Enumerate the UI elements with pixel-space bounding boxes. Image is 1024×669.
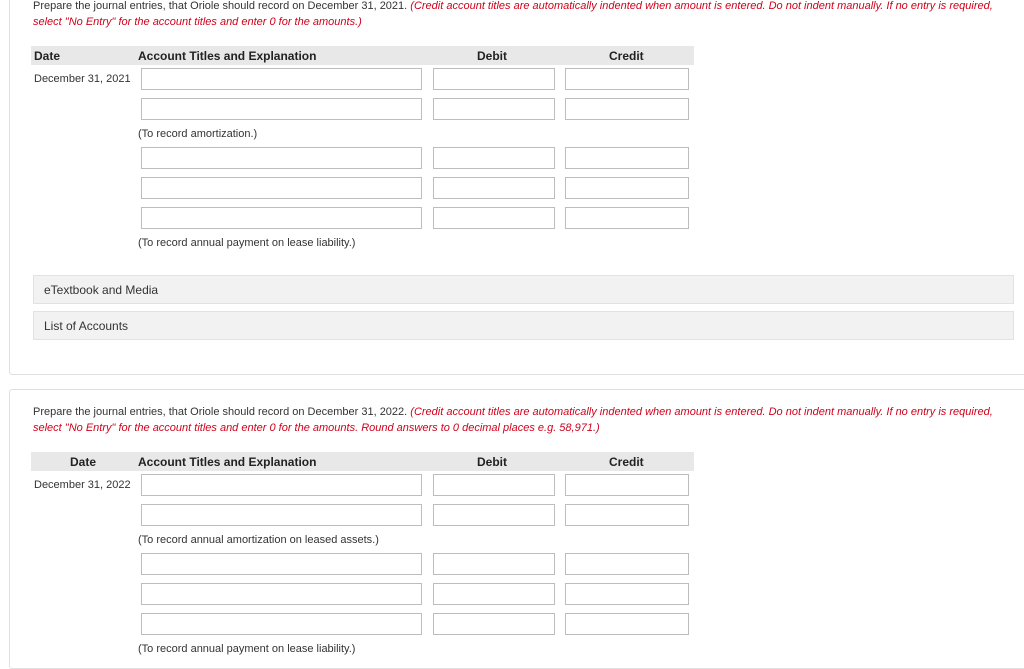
debit-input[interactable] [433,504,555,526]
section1-instruction-text: Prepare the journal entries, that Oriole should record on December 31, 2021. [33,0,408,12]
debit-input[interactable] [433,583,555,605]
credit-input[interactable] [565,583,689,605]
section2-memo-amortization: (To record annual amortization on leased assets.) [138,534,379,546]
section2-memo-payment: (To record annual payment on lease liability.) [138,643,356,655]
debit-input[interactable] [433,613,555,635]
credit-input[interactable] [565,504,689,526]
debit-input[interactable] [433,207,555,229]
section1-memo-amortization: (To record amortization.) [138,128,258,140]
debit-column-header: Debit [477,49,507,63]
credit-input[interactable] [565,68,689,90]
debit-input[interactable] [433,68,555,90]
account-title-input[interactable] [141,177,422,199]
credit-column-header: Credit [609,455,644,469]
section2-instruction-text: Prepare the journal entries, that Oriole should record on December 31, 2022. [33,406,408,418]
list-of-accounts-label: List of Accounts [44,319,129,333]
section2-date: December 31, 2022 [34,479,131,491]
debit-input[interactable] [433,177,555,199]
credit-input[interactable] [565,553,689,575]
account-title-input[interactable] [141,147,422,169]
account-title-input[interactable] [141,207,422,229]
credit-input[interactable] [565,207,689,229]
section1-date: December 31, 2021 [34,73,131,85]
debit-input[interactable] [433,98,555,120]
debit-input[interactable] [433,147,555,169]
list-of-accounts-panel[interactable] [33,311,1014,340]
section2-instruction-note: (Credit account titles are automatically indented when amount is entered. Do not indent manually. If no entry is required, select "No Entry" for the account titles and enter 0 for the amounts. Round answers to 0 decimal places e.g. 58,971.) [33,406,993,434]
section2-table-header [31,452,694,471]
credit-column-header: Credit [609,49,644,63]
etextbook-media-panel[interactable] [33,275,1014,304]
account-column-header: Account Titles and Explanation [138,49,317,63]
etextbook-media-label: eTextbook and Media [44,283,159,297]
debit-column-header: Debit [477,455,507,469]
account-title-input[interactable] [141,613,422,635]
credit-input[interactable] [565,177,689,199]
credit-input[interactable] [565,98,689,120]
account-title-input[interactable] [141,68,422,90]
account-title-input[interactable] [141,583,422,605]
section1-memo-payment: (To record annual payment on lease liability.) [138,237,356,249]
debit-input[interactable] [433,474,555,496]
section1-instruction-note: (Credit account titles are automatically indented when amount is entered. Do not indent manually. If no entry is required, select "No Entry" for the account titles and enter 0 for the amounts.) [33,0,993,28]
account-column-header: Account Titles and Explanation [138,455,317,469]
date-column-header: Date [34,49,61,63]
date-column-header: Date [70,455,97,469]
section1-instructions [33,0,1008,30]
account-title-input[interactable] [141,504,422,526]
credit-input[interactable] [565,474,689,496]
section2-instructions [33,404,1008,436]
credit-input[interactable] [565,613,689,635]
account-title-input[interactable] [141,474,422,496]
debit-input[interactable] [433,553,555,575]
credit-input[interactable] [565,147,689,169]
account-title-input[interactable] [141,553,422,575]
account-title-input[interactable] [141,98,422,120]
section1-table-header [31,46,694,65]
